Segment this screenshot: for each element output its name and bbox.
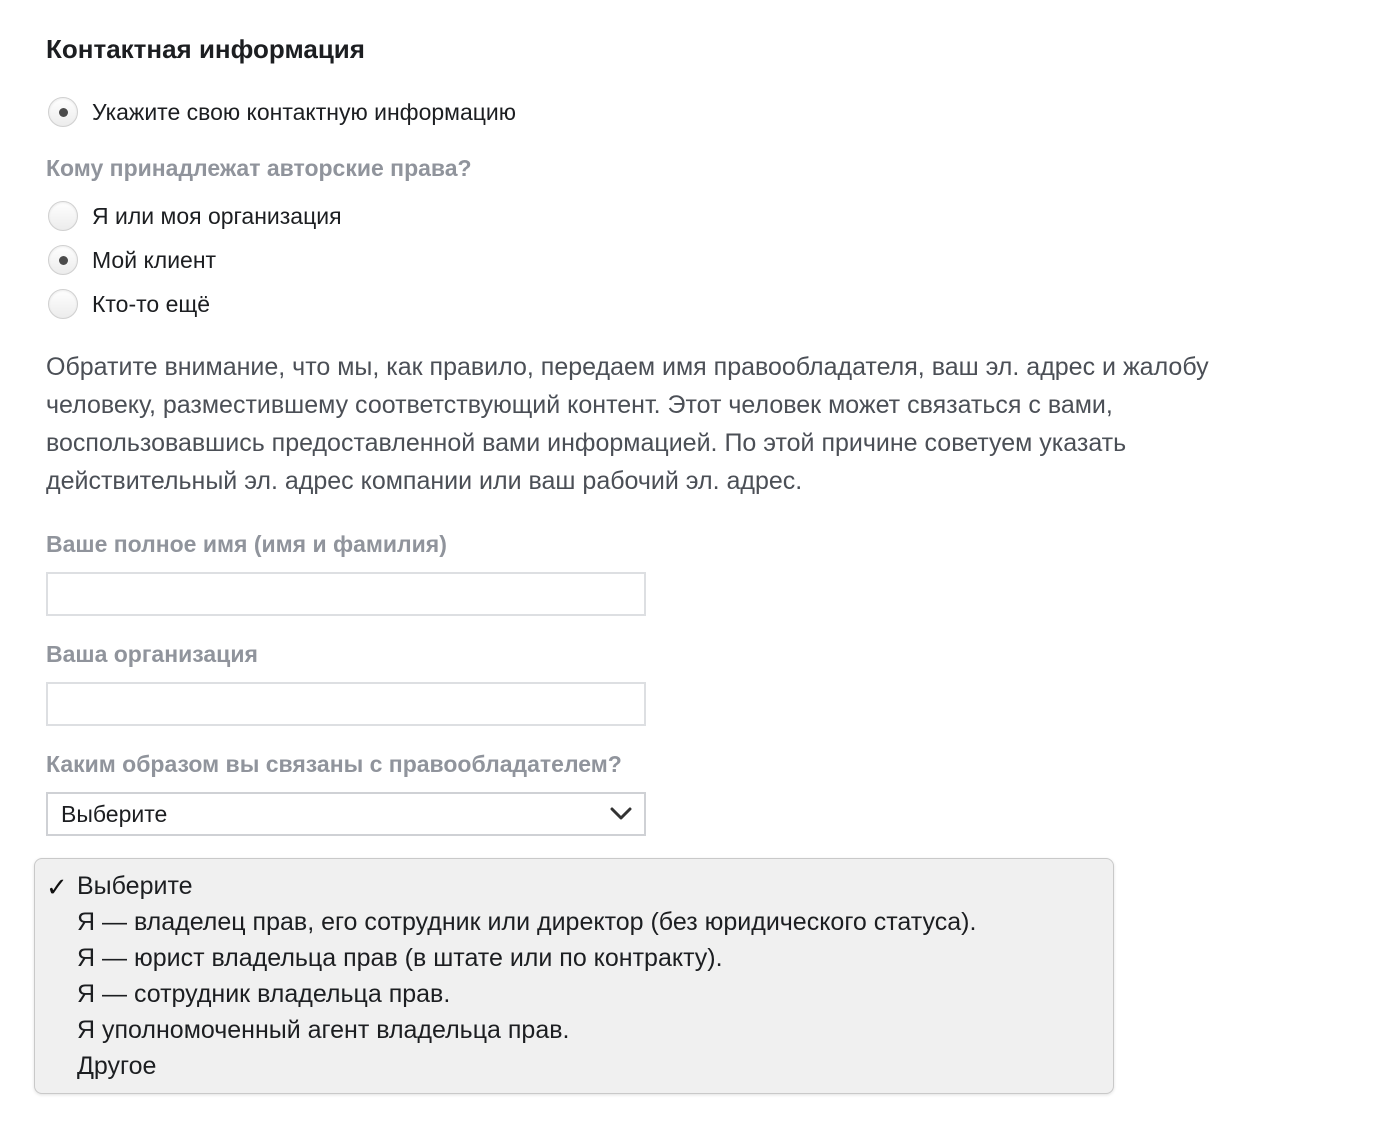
ownership-option-me[interactable]	[48, 199, 342, 233]
dropdown-option-selected[interactable]	[35, 868, 1113, 904]
full-name-label: Ваше полное имя (имя и фамилия)	[46, 531, 447, 557]
organization-label: Ваша организация	[46, 641, 258, 667]
ownership-option-label: Мой клиент	[92, 246, 217, 273]
radio-dot-icon	[59, 256, 68, 265]
relation-dropdown-menu	[34, 858, 1114, 1094]
radio-button-selected[interactable]	[48, 245, 78, 275]
dropdown-option[interactable]	[35, 1048, 1113, 1084]
checkmark-icon: ✓	[46, 872, 68, 902]
provide-contact-radio[interactable]	[48, 95, 516, 129]
radio-button[interactable]	[48, 201, 78, 231]
relation-select[interactable]	[46, 792, 646, 836]
option-label: Другое	[77, 1051, 157, 1080]
radio-button[interactable]	[48, 289, 78, 319]
ownership-option-label: Кто-то ещё	[92, 290, 211, 317]
option-label: Я — сотрудник владельца прав.	[77, 979, 451, 1008]
full-name-input[interactable]	[46, 572, 646, 616]
dropdown-option[interactable]	[35, 940, 1113, 976]
dropdown-option[interactable]	[35, 1012, 1113, 1048]
section-title: Контактная информация	[46, 34, 365, 64]
ownership-option-someone-else[interactable]	[48, 287, 210, 321]
ownership-option-client[interactable]	[48, 243, 216, 277]
organization-input[interactable]	[46, 682, 646, 726]
dropdown-option[interactable]	[35, 976, 1113, 1012]
option-label: Выберите	[77, 871, 193, 900]
ownership-question: Кому принадлежат авторские права?	[46, 155, 472, 181]
relation-select-value: Выберите	[61, 800, 168, 827]
option-label: Я уполномоченный агент владельца прав.	[77, 1015, 570, 1044]
ownership-option-label: Я или моя организация	[92, 202, 342, 229]
option-label: Я — владелец прав, его сотрудник или директор (без юридического статуса).	[77, 907, 977, 936]
provide-contact-label: Укажите свою контактную информацию	[92, 98, 517, 125]
radio-dot-icon	[59, 108, 68, 117]
privacy-notice: Обратите внимание, что мы, как правило, передаем имя правообладателя, ваш эл. адрес и жалобу человеку, разместившему соответствующий контент. Этот человек может связаться с вами, воспользовавшись предоставленной вами информацией. По этой причине советуем указать действительный эл. адрес компании или ваш рабочий эл. адрес.	[46, 353, 1209, 495]
option-label: Я — юрист владельца прав (в штате или по контракту).	[77, 943, 723, 972]
radio-button-selected[interactable]	[48, 97, 78, 127]
dropdown-option[interactable]	[35, 904, 1113, 940]
chevron-down-icon	[610, 807, 632, 821]
relation-label: Каким образом вы связаны с правообладателем?	[46, 751, 622, 777]
